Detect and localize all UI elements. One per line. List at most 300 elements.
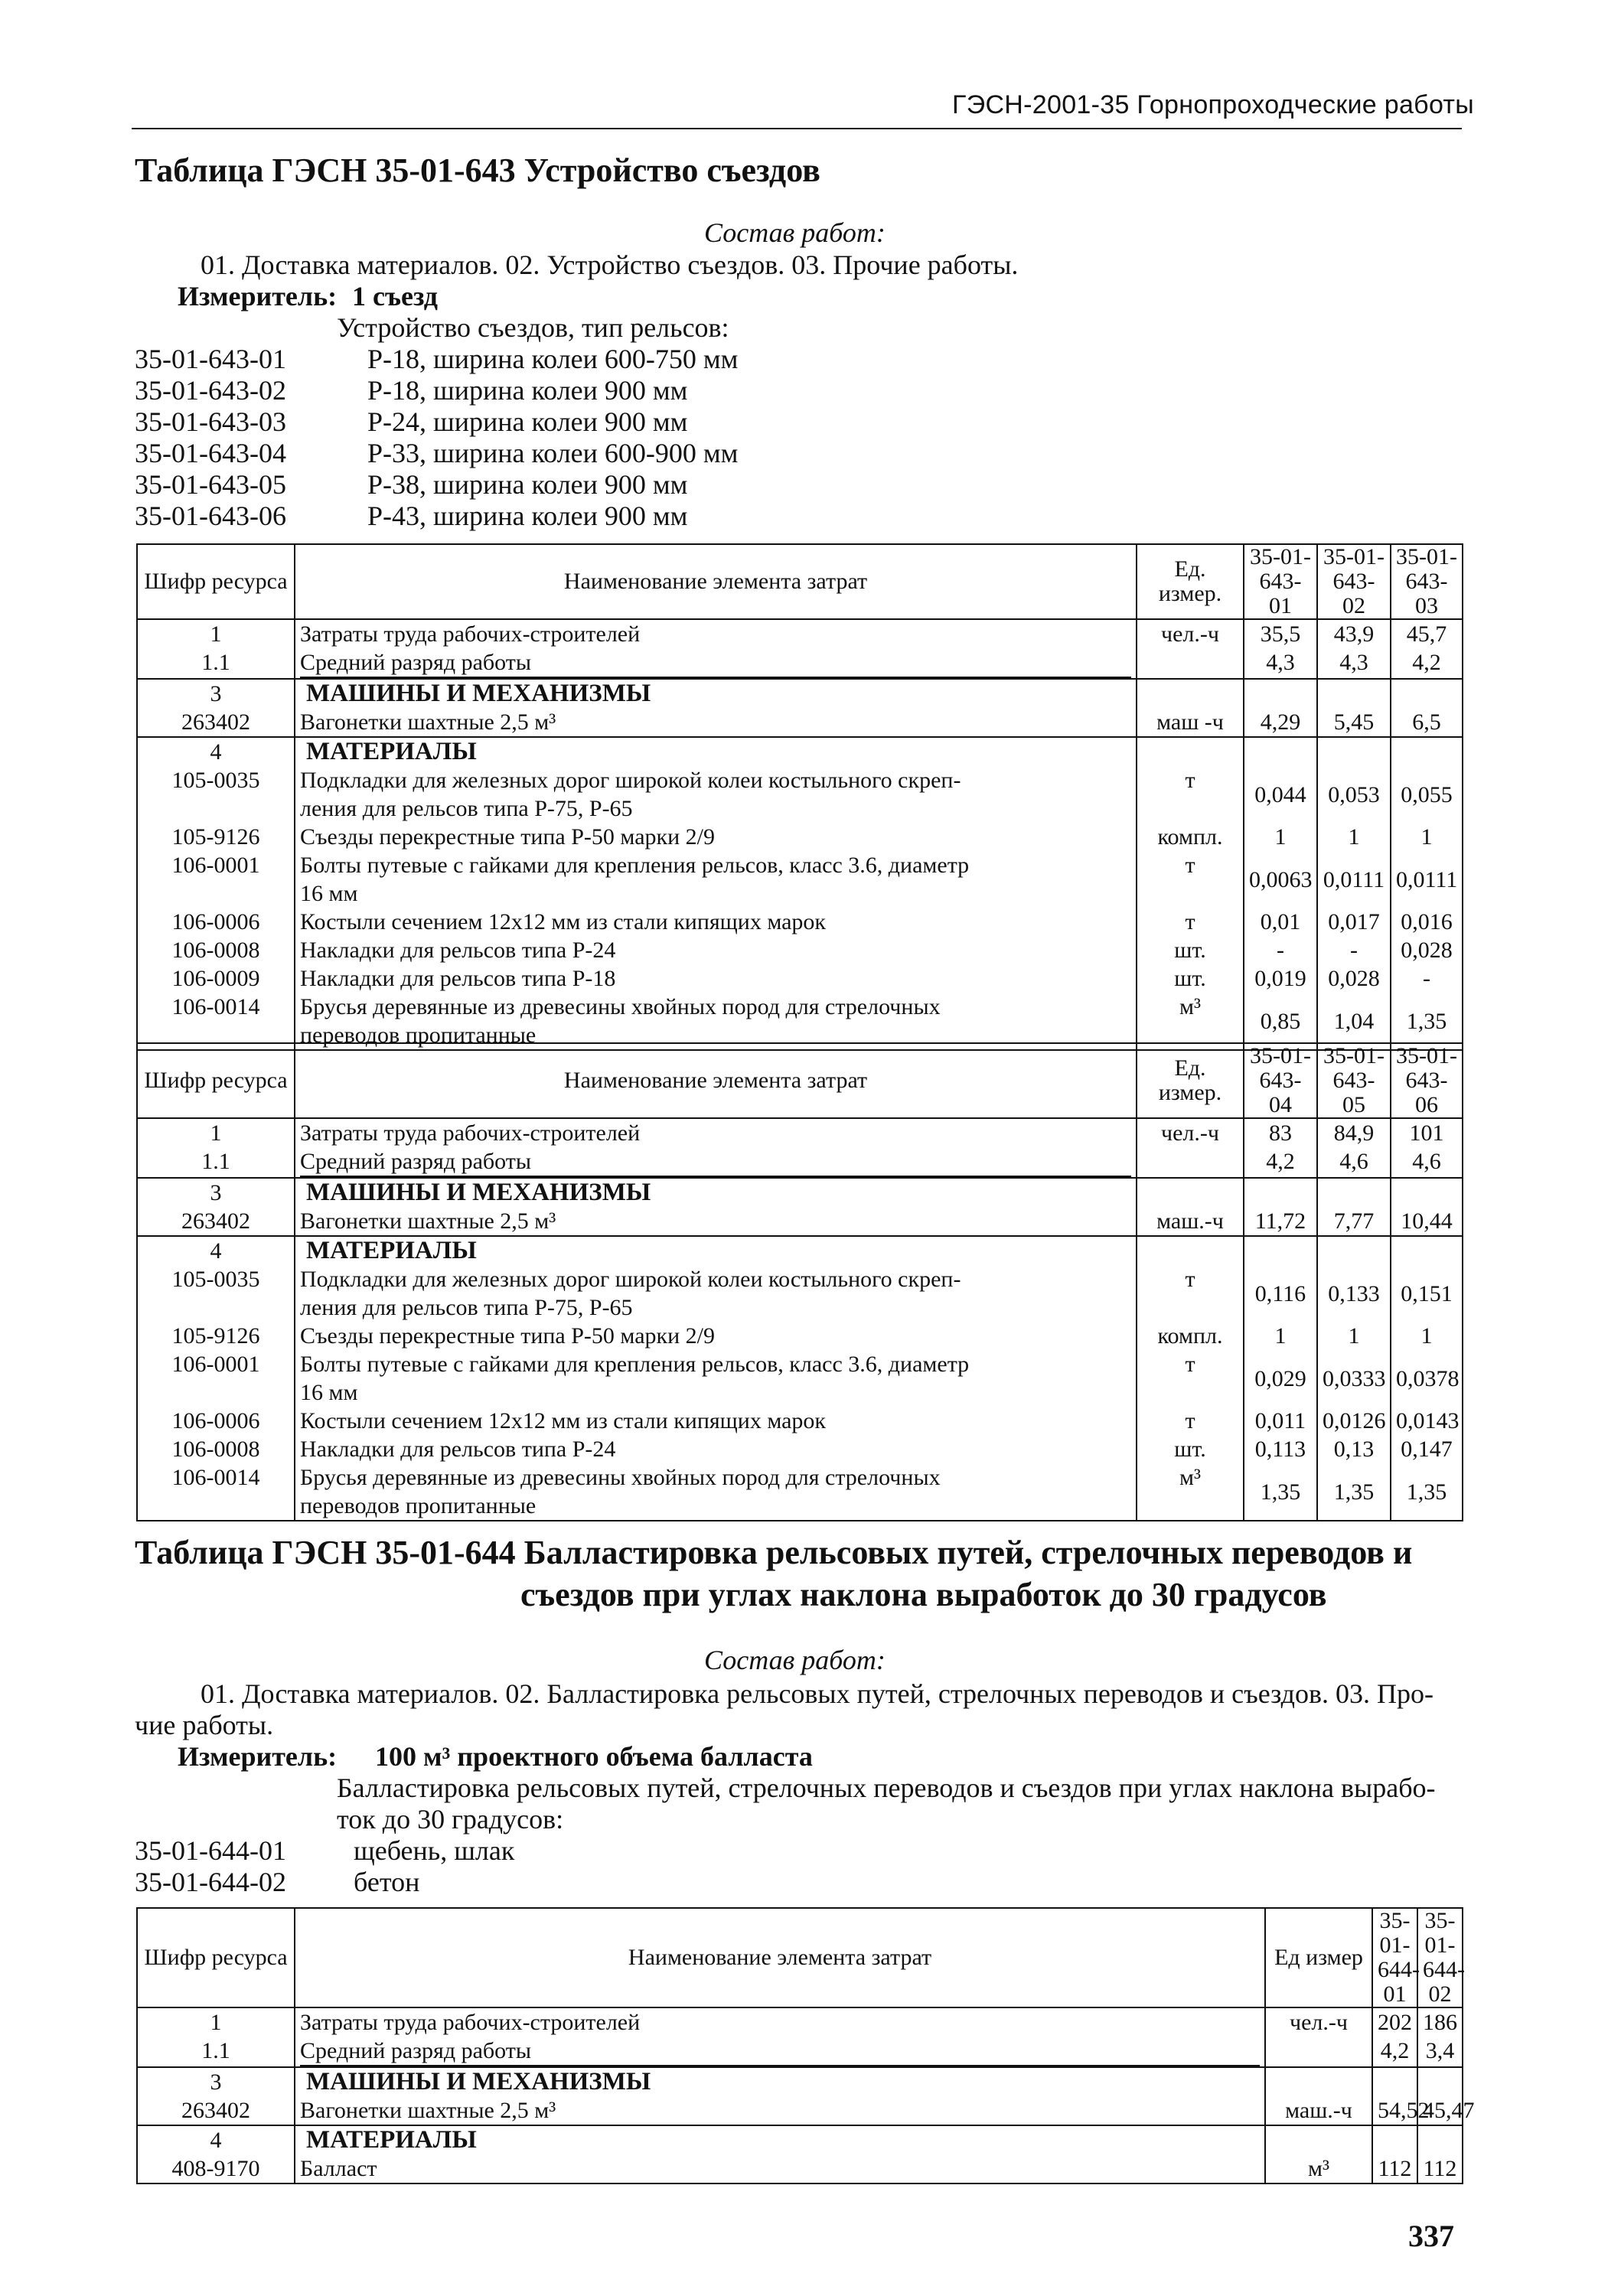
norm-value: 1 [1317,1322,1391,1350]
norm-value: 4,2 [1372,2037,1417,2067]
item-code: 35-01-643-02 [135,375,286,406]
table-header-row [137,1043,1463,1118]
resource-name [295,2154,1265,2183]
items-intro-2b: ток до 30 градусов: [337,1804,564,1835]
norm-code-line2: 643-06 [1405,1068,1448,1117]
resource-name-line1: Накладки для рельсов типа Р-24 [300,938,616,963]
norm-value: 1,35 [1391,993,1463,1050]
norm-value: 0,044 [1244,766,1317,823]
table-row [137,823,1463,851]
resource-name [295,936,1137,964]
resource-name [295,908,1137,936]
resource-code: 4 [137,1236,295,1265]
table-row [137,1463,1463,1521]
table-row [137,1350,1463,1407]
norm-value: 0,0333 [1317,1350,1391,1407]
norm-code-line1: 35-01- [1396,1043,1457,1068]
norm-value: 186 [1417,2007,1463,2037]
header-unit: Ед. измер. [1137,1043,1244,1118]
resource-unit: м³ [1137,1463,1244,1521]
resource-name-line2: переводов пропитанные [300,1493,537,1518]
composition-text-2b: чие работы. [135,1710,274,1740]
resource-code: 3 [137,679,295,708]
table-row [137,1265,1463,1322]
table-row [137,2096,1463,2125]
norm-code-line2: 643-02 [1332,569,1375,618]
norm-code-line2: 643-01 [1259,569,1302,618]
table-row [137,993,1463,1050]
resource-unit: чел.-ч [1137,619,1244,648]
norm-value: 84,9 [1317,1118,1391,1147]
norm-value: 1 [1244,823,1317,851]
resource-name-line1: Съезды перекрестные типа Р-50 марки 2/9 [300,1323,715,1349]
norm-value: 6,5 [1391,708,1463,737]
norm-value: 0,055 [1391,766,1463,823]
header-norm-code [1244,1043,1317,1118]
resource-code: 1.1 [137,1147,295,1178]
resource-code: 105-0035 [137,1265,295,1322]
resource-name [295,1350,1137,1407]
norm-value: 1 [1317,823,1391,851]
item-code: 35-01-644-01 [135,1835,286,1866]
resource-unit: чел.-ч [1137,1118,1244,1147]
resource-code: 1 [137,619,295,648]
norm-value: 202 [1372,2007,1417,2037]
header-norm-code [1391,544,1463,619]
header-norm-code [1317,544,1391,619]
resource-name [295,1265,1137,1322]
resource-name [295,2067,1265,2096]
norm-value: 0,116 [1244,1265,1317,1322]
norm-value: 4,6 [1317,1147,1391,1178]
table-row [137,1118,1463,1147]
table-row [137,708,1463,737]
header-code: Шифр ресурса [137,1043,295,1118]
resource-name [295,1435,1137,1463]
resource-unit: т [1137,1407,1244,1435]
norm-value [1372,2067,1417,2096]
resource-unit: маш.-ч [1265,2096,1372,2125]
resource-unit: т [1137,1265,1244,1322]
resource-name-line1: Накладки для рельсов типа Р-18 [300,966,616,991]
resource-unit: м³ [1265,2154,1372,2183]
norm-value: 5,45 [1317,708,1391,737]
resource-name-line1: Съезды перекрестные типа Р-50 марки 2/9 [300,824,715,850]
header-norm-code [1417,1908,1463,2007]
norm-value: 3,4 [1417,2037,1463,2067]
resource-name-line1: Балласт [300,2156,377,2181]
composition-text-2a: 01. Доставка материалов. 02. Балластировка рельсовых путей, стрелочных переводов и съездов. 03. Про- [201,1678,1434,1709]
norm-value: 0,13 [1317,1435,1391,1463]
table-header-row [137,1908,1463,2007]
items-intro: Устройство съездов, тип рельсов: [337,312,729,343]
resource-name-line1: МАШИНЫ И МЕХАНИЗМЫ [306,680,651,707]
norm-code-line2: 644-02 [1423,1957,1465,2007]
norm-value: 0,113 [1244,1435,1317,1463]
resource-code: 106-0008 [137,1435,295,1463]
resource-unit: чел.-ч [1265,2007,1372,2037]
norm-value: - [1317,936,1391,964]
resource-table-643-b [136,1042,1463,1521]
norm-value: 0,0063 [1244,851,1317,908]
norm-value: 4,29 [1244,708,1317,737]
item-code: 35-01-643-04 [135,438,286,468]
resource-unit [1137,679,1244,708]
resource-name [295,1236,1137,1265]
resource-code: 106-0001 [137,851,295,908]
norm-value [1244,1178,1317,1207]
norm-value [1391,737,1463,766]
resource-name-line2: 16 мм [300,1380,358,1405]
norm-value: 0,133 [1317,1265,1391,1322]
norm-value: 0,017 [1317,908,1391,936]
norm-code-line2: 643-05 [1332,1068,1375,1117]
item-code: 35-01-643-03 [135,406,286,437]
table-header-row [137,544,1463,619]
norm-value: 0,028 [1317,964,1391,993]
norm-value: 45,7 [1391,619,1463,648]
norm-value: 1,04 [1317,993,1391,1050]
table-row [137,619,1463,648]
norm-value: 1,35 [1391,1463,1463,1521]
norm-value [1244,1236,1317,1265]
resource-name-line1: Болты путевые с гайками для крепления рельсов, класс 3.6, диаметр [300,1352,970,1377]
table-row [137,1322,1463,1350]
norm-value: - [1244,936,1317,964]
resource-code: 3 [137,1178,295,1207]
resource-code: 1 [137,1118,295,1147]
norm-value: 4,3 [1317,648,1391,679]
resource-name-line1: Вагонетки шахтные 2,5 м³ [300,2098,556,2123]
norm-code-line1: 35-01- [1396,544,1457,569]
resource-name [295,1407,1137,1435]
item-description: бетон [354,1867,420,1897]
resource-name-line1: Подкладки для железных дорог широкой колеи костыльного скреп- [300,1267,961,1292]
norm-value [1317,679,1391,708]
resource-code: 1.1 [137,648,295,679]
table-row [137,1435,1463,1463]
norm-value [1417,2067,1463,2096]
resource-name-line1: Накладки для рельсов типа Р-24 [300,1437,616,1462]
items-intro-2a: Балластировка рельсовых путей, стрелочных переводов и съездов при углах наклона вырабо- [337,1773,1436,1803]
norm-value [1317,1236,1391,1265]
resource-name-line1: МАШИНЫ И МЕХАНИЗМЫ [306,1179,651,1206]
running-header: ГЭСН-2001-35 Горнопроходческие работы [952,90,1475,119]
norm-code-line2: 643-04 [1259,1068,1302,1117]
norm-value: 45,47 [1417,2096,1463,2125]
norm-code-line1: 35-01- [1424,1908,1456,1958]
table-row [137,766,1463,823]
resource-unit: м³ [1137,993,1244,1050]
resource-code: 106-0008 [137,936,295,964]
item-code: 35-01-643-05 [135,469,286,500]
norm-value: 1,35 [1317,1463,1391,1521]
norm-code-line1: 35-01- [1250,544,1311,569]
norm-value: 83 [1244,1118,1317,1147]
header-unit: Ед измер [1265,1908,1372,2007]
resource-name [295,619,1137,648]
resource-unit [1265,2125,1372,2154]
page-number: 337 [1408,2219,1454,2253]
resource-name-line2: ления для рельсов типа Р-75, Р-65 [300,796,633,821]
norm-value [1372,2125,1417,2154]
resource-code: 105-9126 [137,823,295,851]
resource-name [295,766,1137,823]
resource-unit: маш -ч [1137,708,1244,737]
table-643-title: Таблица ГЭСН 35-01-643 Устройство съездов [135,152,820,189]
table-row [137,2154,1463,2183]
resource-name [295,648,1137,679]
resource-unit: компл. [1137,823,1244,851]
resource-code: 4 [137,737,295,766]
norm-value: 1 [1391,1322,1463,1350]
resource-name-line1: Средний разряд работы [300,648,1131,678]
norm-value: 54,52 [1372,2096,1417,2125]
resource-name-line2: 16 мм [300,881,358,906]
resource-code: 106-0014 [137,1463,295,1521]
norm-value: 1,35 [1244,1463,1317,1521]
header-name: Наименование элемента затрат [295,544,1137,619]
resource-name-line2: ления для рельсов типа Р-75, Р-65 [300,1295,633,1320]
norm-value: 4,2 [1244,1147,1317,1178]
composition-label: Состав работ: [704,217,886,248]
table-row [137,964,1463,993]
norm-value [1391,1178,1463,1207]
table-row [137,648,1463,679]
resource-unit: т [1137,908,1244,936]
resource-code: 263402 [137,2096,295,2125]
norm-value: 0,011 [1244,1407,1317,1435]
resource-unit [1137,737,1244,766]
norm-value: 4,2 [1391,648,1463,679]
resource-name [295,1322,1137,1350]
resource-unit: т [1137,1350,1244,1407]
table-row [137,2067,1463,2096]
resource-unit [1265,2037,1372,2067]
resource-unit: шт. [1137,1435,1244,1463]
resource-unit: шт. [1137,964,1244,993]
resource-name-line1: Вагонетки шахтные 2,5 м³ [300,709,556,735]
resource-name [295,2096,1265,2125]
resource-code: 408-9170 [137,2154,295,2183]
resource-table-644 [136,1907,1475,2184]
resource-name-line1: Затраты труда рабочих-строителей [300,1120,641,1146]
item-description: Р-24, ширина колеи 900 мм [367,406,688,437]
table-row [137,936,1463,964]
norm-value: 0,028 [1391,936,1463,964]
resource-name-line1: Вагонетки шахтные 2,5 м³ [300,1208,556,1234]
resource-name-line2: переводов пропитанные [300,1022,537,1048]
norm-value: 0,019 [1244,964,1317,993]
item-description: щебень, шлак [354,1835,515,1866]
norm-value [1391,1236,1463,1265]
resource-code: 1 [137,2007,295,2037]
table-row [137,1178,1463,1207]
resource-name-line1: Костыли сечением 12х12 мм из стали кипящих марок [300,1408,827,1433]
header-unit: Ед. измер. [1137,544,1244,619]
resource-code: 106-0006 [137,908,295,936]
norm-value: 0,147 [1391,1435,1463,1463]
meter-value: 1 съезд [352,281,438,311]
resource-unit [1265,2067,1372,2096]
resource-name [295,2125,1265,2154]
resource-name-line1: Брусья деревянные из древесины хвойных пород для стрелочных [300,994,941,1019]
norm-value: 0,0143 [1391,1407,1463,1435]
norm-value: 0,016 [1391,908,1463,936]
meter-value-2: 100 м³ проектного объема балласта [375,1741,813,1772]
norm-value: 101 [1391,1118,1463,1147]
resource-name [295,1147,1137,1178]
header-code: Шифр ресурса [137,544,295,619]
norm-value: 0,151 [1391,1265,1463,1322]
resource-code: 106-0001 [137,1350,295,1407]
resource-unit: т [1137,851,1244,908]
header-norm-code [1317,1043,1391,1118]
resource-name [295,1118,1137,1147]
norm-value: 43,9 [1317,619,1391,648]
resource-code: 105-0035 [137,766,295,823]
norm-value: 112 [1372,2154,1417,2183]
resource-unit [1137,1147,1244,1178]
resource-unit: шт. [1137,936,1244,964]
resource-code: 263402 [137,708,295,737]
resource-name-line1: Подкладки для железных дорог широкой колеи костыльного скреп- [300,768,961,793]
meter-label-2: Измеритель: [178,1741,338,1772]
norm-value [1317,737,1391,766]
table-row [137,851,1463,908]
resource-name [295,964,1137,993]
resource-code: 4 [137,2125,295,2154]
header-name: Наименование элемента затрат [295,1908,1265,2007]
norm-code-line2: 643-03 [1405,569,1448,618]
norm-code-line1: 35-01- [1379,1908,1411,1958]
norm-value: 0,85 [1244,993,1317,1050]
resource-name-line1: МАТЕРИАЛЫ [306,2126,477,2154]
table-row [137,2037,1463,2067]
resource-name [295,679,1137,708]
norm-value: 35,5 [1244,619,1317,648]
item-description: Р-18, ширина колеи 900 мм [367,375,688,406]
resource-name-line1: МАТЕРИАЛЫ [306,738,477,765]
table-row [137,908,1463,936]
resource-name [295,737,1137,766]
norm-code-line1: 35-01- [1323,1043,1385,1068]
resource-name-line1: Болты путевые с гайками для крепления рельсов, класс 3.6, диаметр [300,853,970,878]
norm-value: 0,029 [1244,1350,1317,1407]
resource-code: 106-0014 [137,993,295,1050]
resource-name-line1: МАТЕРИАЛЫ [306,1237,477,1264]
table-row [137,1147,1463,1178]
resource-code: 106-0009 [137,964,295,993]
composition-label-2: Состав работ: [704,1645,886,1675]
resource-unit: т [1137,766,1244,823]
resource-unit [1137,1236,1244,1265]
resource-unit [1137,648,1244,679]
norm-value: 1 [1244,1322,1317,1350]
item-description: Р-43, ширина колеи 900 мм [367,501,688,531]
resource-unit: маш.-ч [1137,1207,1244,1236]
resource-name-line1: Затраты труда рабочих-строителей [300,2010,641,2035]
table-row [137,2125,1463,2154]
resource-table-643-a [136,543,1463,1051]
resource-name [295,2007,1265,2037]
item-code: 35-01-644-02 [135,1867,286,1897]
resource-name [295,1178,1137,1207]
resource-code: 106-0006 [137,1407,295,1435]
norm-value: 0,053 [1317,766,1391,823]
resource-code: 263402 [137,1207,295,1236]
norm-value: 1 [1391,823,1463,851]
norm-value [1417,2125,1463,2154]
table-644-title-line1: Таблица ГЭСН 35-01-644 Балластировка рельсовых путей, стрелочных переводов и [135,1534,1413,1571]
resource-name [295,1207,1137,1236]
norm-value: 0,0111 [1391,851,1463,908]
norm-value: 0,0126 [1317,1407,1391,1435]
resource-name [295,2037,1265,2067]
table-row [137,737,1463,766]
resource-name [295,851,1137,908]
norm-value [1391,679,1463,708]
resource-code: 3 [137,2067,295,2096]
table-row [137,1207,1463,1236]
norm-value: 112 [1417,2154,1463,2183]
norm-code-line1: 35-01- [1250,1043,1311,1068]
table-644-title-line2: съездов при углах наклона выработок до 30 градусов [520,1576,1327,1613]
resource-name [295,823,1137,851]
resource-name [295,1463,1137,1521]
norm-value: 10,44 [1391,1207,1463,1236]
header-norm-code [1391,1043,1463,1118]
resource-unit: компл. [1137,1322,1244,1350]
resource-unit [1137,1178,1244,1207]
norm-value: 7,77 [1317,1207,1391,1236]
norm-code-line1: 35-01- [1323,544,1385,569]
table-row [137,1407,1463,1435]
header-name: Наименование элемента затрат [295,1043,1137,1118]
resource-name-line1: Средний разряд работы [300,2037,1260,2066]
header-code: Шифр ресурса [137,1908,295,2007]
norm-value [1244,737,1317,766]
meter-label: Измеритель: [178,281,338,311]
resource-name-line1: Костыли сечением 12х12 мм из стали кипящих марок [300,909,827,934]
table-row [137,1236,1463,1265]
header-norm-code [1372,1908,1420,2007]
header-norm-code [1244,544,1317,619]
resource-name-line1: МАШИНЫ И МЕХАНИЗМЫ [306,2068,651,2095]
item-description: Р-18, ширина колеи 600-750 мм [367,344,739,374]
norm-value: 4,6 [1391,1147,1463,1178]
norm-value: 0,0378 [1391,1350,1463,1407]
norm-value [1244,679,1317,708]
resource-code: 1.1 [137,2037,295,2067]
resource-code: 105-9126 [137,1322,295,1350]
norm-value [1317,1178,1391,1207]
header-rule [132,128,1462,129]
norm-value: 11,72 [1244,1207,1317,1236]
norm-value: - [1391,964,1463,993]
resource-name [295,993,1137,1050]
resource-name-line1: Брусья деревянные из древесины хвойных пород для стрелочных [300,1465,941,1490]
item-code: 35-01-643-01 [135,344,286,374]
resource-name-line1: Затраты труда рабочих-строителей [300,621,641,647]
item-description: Р-38, ширина колеи 900 мм [367,469,688,500]
item-code: 35-01-643-06 [135,501,286,531]
norm-value: 4,3 [1244,648,1317,679]
norm-value: 0,0111 [1317,851,1391,908]
item-description: Р-33, ширина колеи 600-900 мм [367,438,739,468]
resource-name [295,708,1137,737]
table-row [137,679,1463,708]
